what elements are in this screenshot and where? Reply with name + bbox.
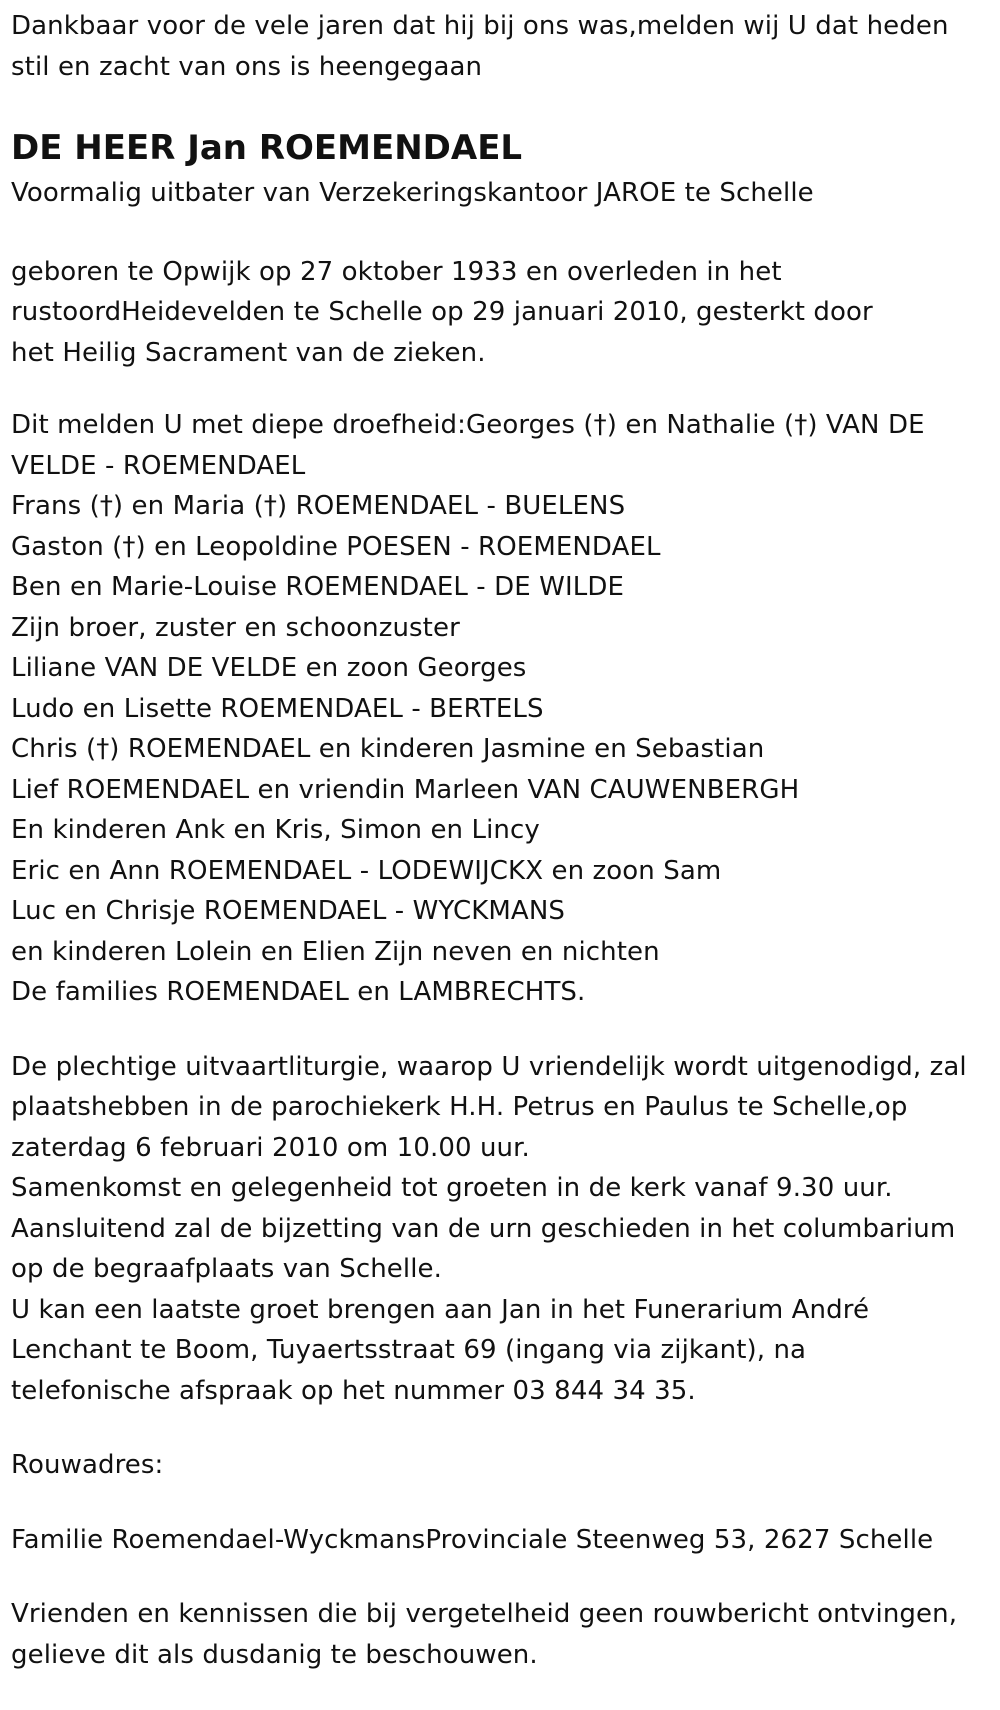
ceremony-line: Samenkomst en gelegenheid tot groeten in de kerk vanaf 9.30 uur.	[11, 1173, 893, 1203]
ceremony-line: zaterdag 6 februari 2010 om 10.00 uur.	[11, 1132, 530, 1163]
ceremony-line: Aansluitend zal de bijzetting van de urn geschieden in het columbarium	[11, 1213, 956, 1244]
family-line: Eric en Ann ROEMENDAEL - LODEWIJCKX en zoon Sam	[11, 855, 722, 886]
birth-death-line: het Heilig Sacrament van de zieken.	[11, 337, 486, 368]
closing-line: gelieve dit als dusdanig te beschouwen.	[11, 1639, 538, 1670]
intro-paragraph	[11, 6, 989, 87]
birth-death-line: geboren te Opwijk op 27 oktober 1933 en overleden in het	[11, 256, 782, 287]
ceremony-line: plaatshebben in de parochiekerk H.H. Petrus en Paulus te Schelle,op	[11, 1092, 908, 1122]
deceased-name-title: DE HEER Jan ROEMENDAEL	[11, 128, 523, 168]
family-line: Dit melden U met diepe droefheid:Georges (†) en Nathalie (†) VAN DE	[11, 410, 925, 440]
ceremony-line: op de begraafplaats van Schelle.	[11, 1254, 442, 1284]
address-label-paragraph	[11, 1445, 989, 1486]
closing-paragraph	[11, 1594, 989, 1675]
family-list	[11, 405, 989, 1013]
deceased-occupation: Voormalig uitbater van Verzekeringskantoor JAROE te Schelle	[11, 178, 814, 208]
mourning-address: Familie Roemendael-WyckmansProvinciale Steenweg 53, 2627 Schelle	[11, 1524, 934, 1555]
ceremony-line: Lenchant te Boom, Tuyaertsstraat 69 (ingang via zijkant), na	[11, 1335, 807, 1365]
intro-line: Dankbaar voor de vele jaren dat hij bij ons was,melden wij U dat heden	[11, 11, 949, 41]
ceremony-line: U kan een laatste groet brengen aan Jan in het Funerarium André	[11, 1294, 870, 1325]
family-line: Lief ROEMENDAEL en vriendin Marleen VAN CAUWENBERGH	[11, 774, 800, 805]
address-label: Rouwadres:	[11, 1450, 164, 1480]
ceremony-line: telefonische afspraak op het nummer 03 844 34 35.	[11, 1375, 696, 1406]
family-line: Luc en Chrisje ROEMENDAEL - WYCKMANS	[11, 896, 565, 926]
intro-line: stil en zacht van ons is heengegaan	[11, 51, 483, 82]
family-line: Frans (†) en Maria (†) ROEMENDAEL - BUELENS	[11, 491, 626, 521]
family-line: en kinderen Lolein en Elien Zijn neven en nichten	[11, 936, 660, 967]
family-line: Zijn broer, zuster en schoonzuster	[11, 612, 460, 643]
family-line: Gaston (†) en Leopoldine POESEN - ROEMENDAEL	[11, 531, 661, 562]
ceremony-line: De plechtige uitvaartliturgie, waarop U vriendelijk wordt uitgenodigd, zal	[11, 1051, 967, 1082]
ceremony-paragraph	[11, 1047, 989, 1412]
family-line: Liliane VAN DE VELDE en zoon Georges	[11, 653, 527, 683]
birth-death-line: rustoordHeidevelden te Schelle op 29 januari 2010, gesterkt door	[11, 297, 873, 327]
family-line: Ben en Marie-Louise ROEMENDAEL - DE WILDE	[11, 572, 624, 602]
family-line: Ludo en Lisette ROEMENDAEL - BERTELS	[11, 693, 544, 724]
family-line: De families ROEMENDAEL en LAMBRECHTS.	[11, 977, 586, 1007]
address-paragraph	[11, 1520, 989, 1561]
family-line: Chris (†) ROEMENDAEL en kinderen Jasmine en Sebastian	[11, 734, 765, 764]
closing-line: Vrienden en kennissen die bij vergetelheid geen rouwbericht ontvingen,	[11, 1599, 958, 1629]
family-line: VELDE - ROEMENDAEL	[11, 450, 306, 481]
birth-death-paragraph	[11, 252, 989, 374]
family-line: En kinderen Ank en Kris, Simon en Lincy	[11, 815, 540, 845]
